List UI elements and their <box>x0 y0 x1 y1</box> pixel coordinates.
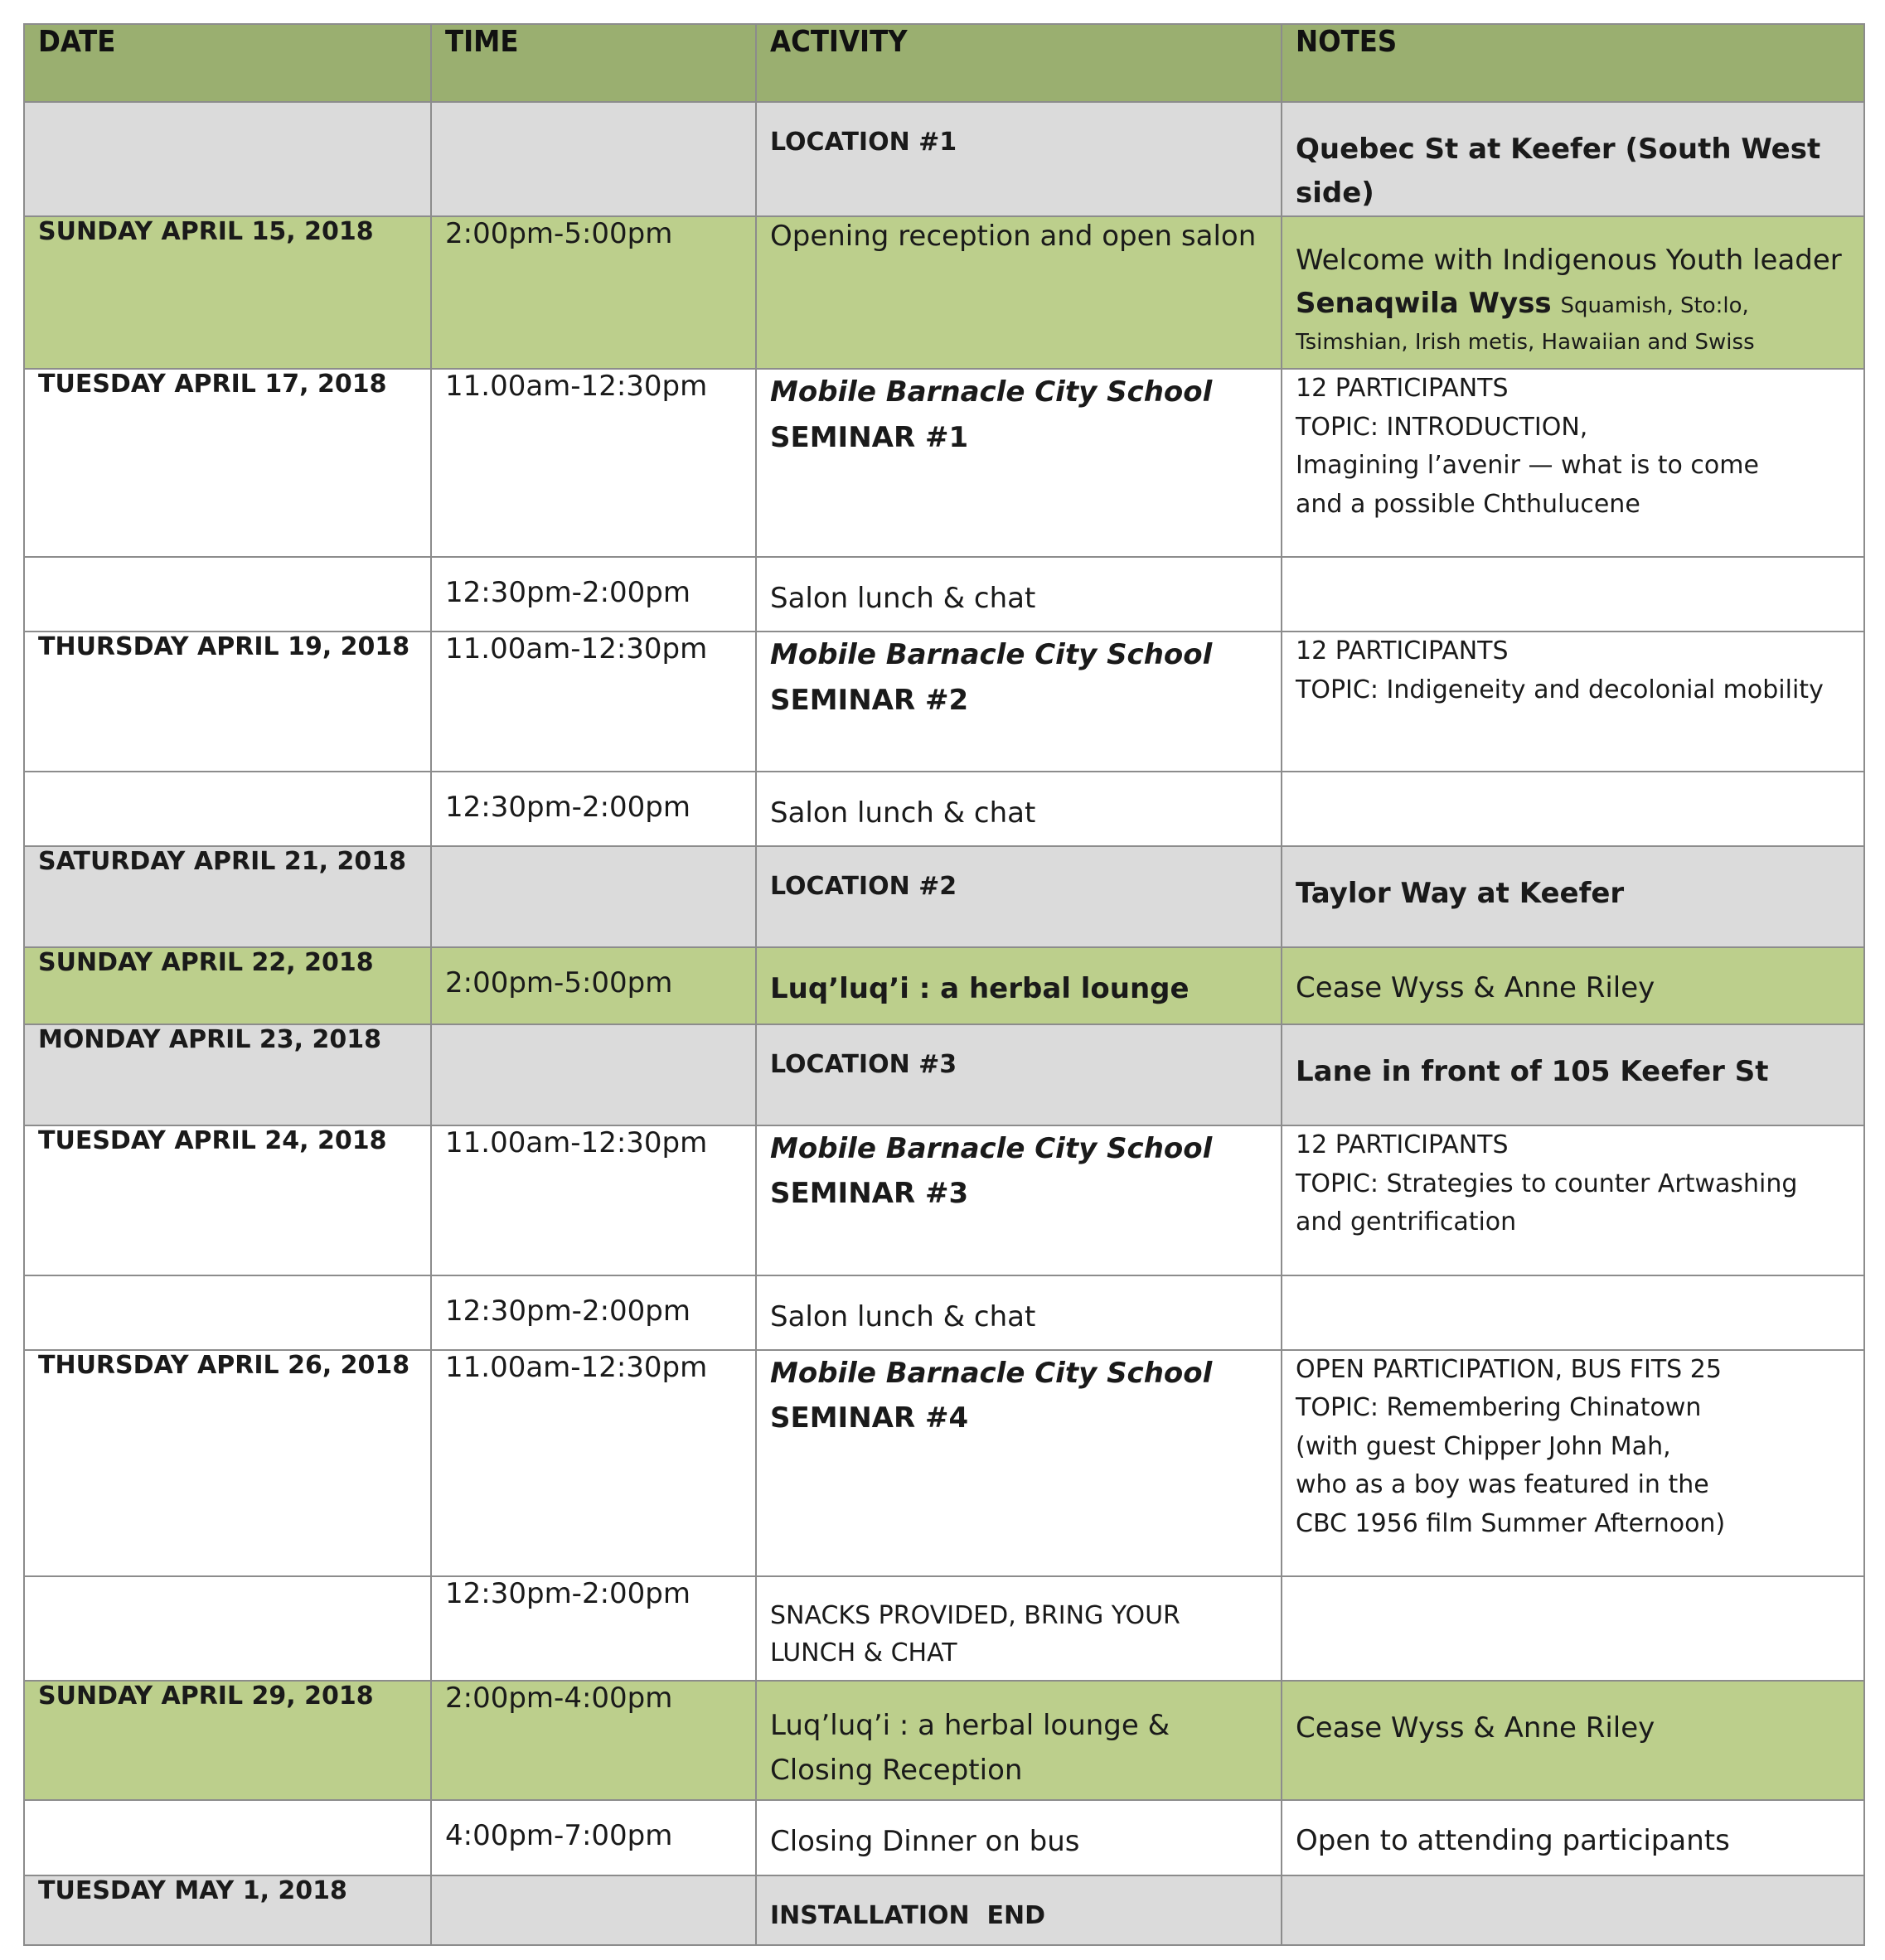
table-row <box>24 216 1864 370</box>
activity-title: Mobile Barnacle City School <box>770 638 1213 672</box>
date-cell: MONDAY APRIL 23, 2018 <box>24 1024 431 1125</box>
activity-cell <box>756 369 1282 557</box>
time-cell: 11.00am-12:30pm <box>431 632 756 772</box>
notes-cell <box>1282 1125 1864 1275</box>
activity-cell: LOCATION #1 <box>756 102 1282 216</box>
notes-line: Welcome with Indigenous Youth leader <box>1296 243 1842 277</box>
time-cell: 11.00am-12:30pm <box>431 1350 756 1576</box>
notes-cell <box>1282 557 1864 632</box>
table-row <box>24 1681 1864 1800</box>
activity-title: Mobile Barnacle City School <box>770 375 1213 409</box>
time-cell: 11.00am-12:30pm <box>431 1125 756 1275</box>
date-cell: TUESDAY APRIL 24, 2018 <box>24 1125 431 1275</box>
activity-cell: INSTALLATION END <box>756 1875 1282 1945</box>
date-cell <box>24 1800 431 1875</box>
activity-seminar: SEMINAR #4 <box>770 1401 969 1435</box>
notes-line: (with guest Chipper John Mah, <box>1296 1431 1671 1461</box>
notes-line: and gentrification <box>1296 1207 1517 1237</box>
table-row <box>24 1350 1864 1576</box>
activity-seminar: SEMINAR #2 <box>770 683 969 717</box>
date-cell <box>24 102 431 216</box>
notes-cell <box>1282 216 1864 370</box>
table-row <box>24 947 1864 1024</box>
notes-line: OPEN PARTICIPATION, BUS FITS 25 <box>1296 1354 1722 1384</box>
activity-cell: Salon lunch & chat <box>756 1275 1282 1350</box>
activity-cell <box>756 1350 1282 1576</box>
table-row <box>24 632 1864 772</box>
notes-name: Senaqwila Wyss <box>1296 287 1552 321</box>
time-cell <box>431 1875 756 1945</box>
notes-line: TOPIC: Indigeneity and decolonial mobility <box>1296 675 1824 704</box>
activity-line: Luq’luq’i : a herbal lounge & <box>770 1709 1170 1742</box>
activity-line: LUNCH & CHAT <box>770 1638 957 1667</box>
activity-line: Closing Reception <box>770 1754 1023 1788</box>
activity-cell <box>756 1125 1282 1275</box>
header-notes: NOTES <box>1282 24 1864 102</box>
table-row <box>24 1800 1864 1875</box>
date-cell: THURSDAY APRIL 19, 2018 <box>24 632 431 772</box>
notes-cell: Quebec St at Keefer (South West side) <box>1282 102 1864 216</box>
time-cell: 4:00pm-7:00pm <box>431 1800 756 1875</box>
notes-line: TOPIC: INTRODUCTION, <box>1296 412 1588 442</box>
notes-cell <box>1282 1576 1864 1681</box>
activity-cell: Salon lunch & chat <box>756 772 1282 846</box>
date-cell <box>24 1275 431 1350</box>
date-cell <box>24 1576 431 1681</box>
table-row <box>24 1125 1864 1275</box>
notes-line: 12 PARTICIPANTS <box>1296 1130 1509 1160</box>
activity-title: Mobile Barnacle City School <box>770 1132 1213 1166</box>
notes-cell <box>1282 1350 1864 1576</box>
notes-cell: Open to attending participants <box>1282 1800 1864 1875</box>
date-cell <box>24 772 431 846</box>
activity-cell <box>756 632 1282 772</box>
activity-cell: LOCATION #2 <box>756 846 1282 947</box>
notes-line: 12 PARTICIPANTS <box>1296 374 1509 404</box>
date-cell: SUNDAY APRIL 22, 2018 <box>24 947 431 1024</box>
notes-cell: Lane in front of 105 Keefer St <box>1282 1024 1864 1125</box>
time-cell: 11.00am-12:30pm <box>431 369 756 557</box>
notes-line: TOPIC: Remembering Chinatown <box>1296 1393 1702 1423</box>
table-row <box>24 772 1864 846</box>
notes-detail: Tsimshian, Irish metis, Hawaiian and Swiss <box>1296 330 1755 356</box>
activity-cell: LOCATION #3 <box>756 1024 1282 1125</box>
date-cell: SUNDAY APRIL 15, 2018 <box>24 216 431 370</box>
time-cell: 2:00pm-5:00pm <box>431 216 756 370</box>
notes-line: TOPIC: Strategies to counter Artwashing <box>1296 1169 1798 1198</box>
activity-seminar: SEMINAR #3 <box>770 1177 969 1211</box>
activity-title: Mobile Barnacle City School <box>770 1356 1213 1390</box>
header-date: DATE <box>24 24 431 102</box>
activity-cell <box>756 1681 1282 1800</box>
notes-cell: Cease Wyss & Anne Riley <box>1282 947 1864 1024</box>
table-row <box>24 1576 1864 1681</box>
activity-cell: Luq’luq’i : a herbal lounge <box>756 947 1282 1024</box>
date-cell: TUESDAY APRIL 17, 2018 <box>24 369 431 557</box>
activity-cell: Closing Dinner on bus <box>756 1800 1282 1875</box>
notes-cell <box>1282 632 1864 772</box>
date-cell: TUESDAY MAY 1, 2018 <box>24 1875 431 1945</box>
notes-line: 12 PARTICIPANTS <box>1296 636 1509 666</box>
date-cell: SATURDAY APRIL 21, 2018 <box>24 846 431 947</box>
activity-cell <box>756 1576 1282 1681</box>
table-row <box>24 557 1864 632</box>
notes-cell <box>1282 369 1864 557</box>
table-header <box>24 24 1864 102</box>
time-cell <box>431 1024 756 1125</box>
time-cell: 12:30pm-2:00pm <box>431 1576 756 1681</box>
notes-line: Imagining l’avenir — what is to come <box>1296 451 1759 481</box>
time-cell <box>431 102 756 216</box>
notes-line: and a possible Chthulucene <box>1296 489 1640 519</box>
time-cell <box>431 846 756 947</box>
time-cell: 12:30pm-2:00pm <box>431 557 756 632</box>
notes-cell: Taylor Way at Keefer <box>1282 846 1864 947</box>
date-cell: SUNDAY APRIL 29, 2018 <box>24 1681 431 1800</box>
table-row <box>24 369 1864 557</box>
time-cell: 12:30pm-2:00pm <box>431 772 756 846</box>
notes-line: who as a boy was featured in the <box>1296 1470 1709 1500</box>
schedule-table <box>23 23 1865 1946</box>
activity-cell: Opening reception and open salon <box>756 216 1282 370</box>
header-activity: ACTIVITY <box>756 24 1282 102</box>
notes-cell: Cease Wyss & Anne Riley <box>1282 1681 1864 1800</box>
activity-line: SNACKS PROVIDED, BRING YOUR <box>770 1600 1180 1630</box>
time-cell: 2:00pm-5:00pm <box>431 947 756 1024</box>
date-cell: THURSDAY APRIL 26, 2018 <box>24 1350 431 1576</box>
notes-detail: Squamish, Sto:lo, <box>1560 293 1749 319</box>
header-time: TIME <box>431 24 756 102</box>
date-cell <box>24 557 431 632</box>
time-cell: 2:00pm-4:00pm <box>431 1681 756 1800</box>
notes-line: CBC 1956 film Summer Afternoon) <box>1296 1508 1726 1538</box>
table-row <box>24 1024 1864 1125</box>
notes-cell <box>1282 1875 1864 1945</box>
table-row <box>24 1275 1864 1350</box>
activity-cell: Salon lunch & chat <box>756 557 1282 632</box>
notes-cell <box>1282 772 1864 846</box>
time-cell: 12:30pm-2:00pm <box>431 1275 756 1350</box>
activity-seminar: SEMINAR #1 <box>770 420 969 454</box>
table-row <box>24 846 1864 947</box>
table-row <box>24 102 1864 216</box>
notes-cell <box>1282 1275 1864 1350</box>
table-row <box>24 1875 1864 1945</box>
